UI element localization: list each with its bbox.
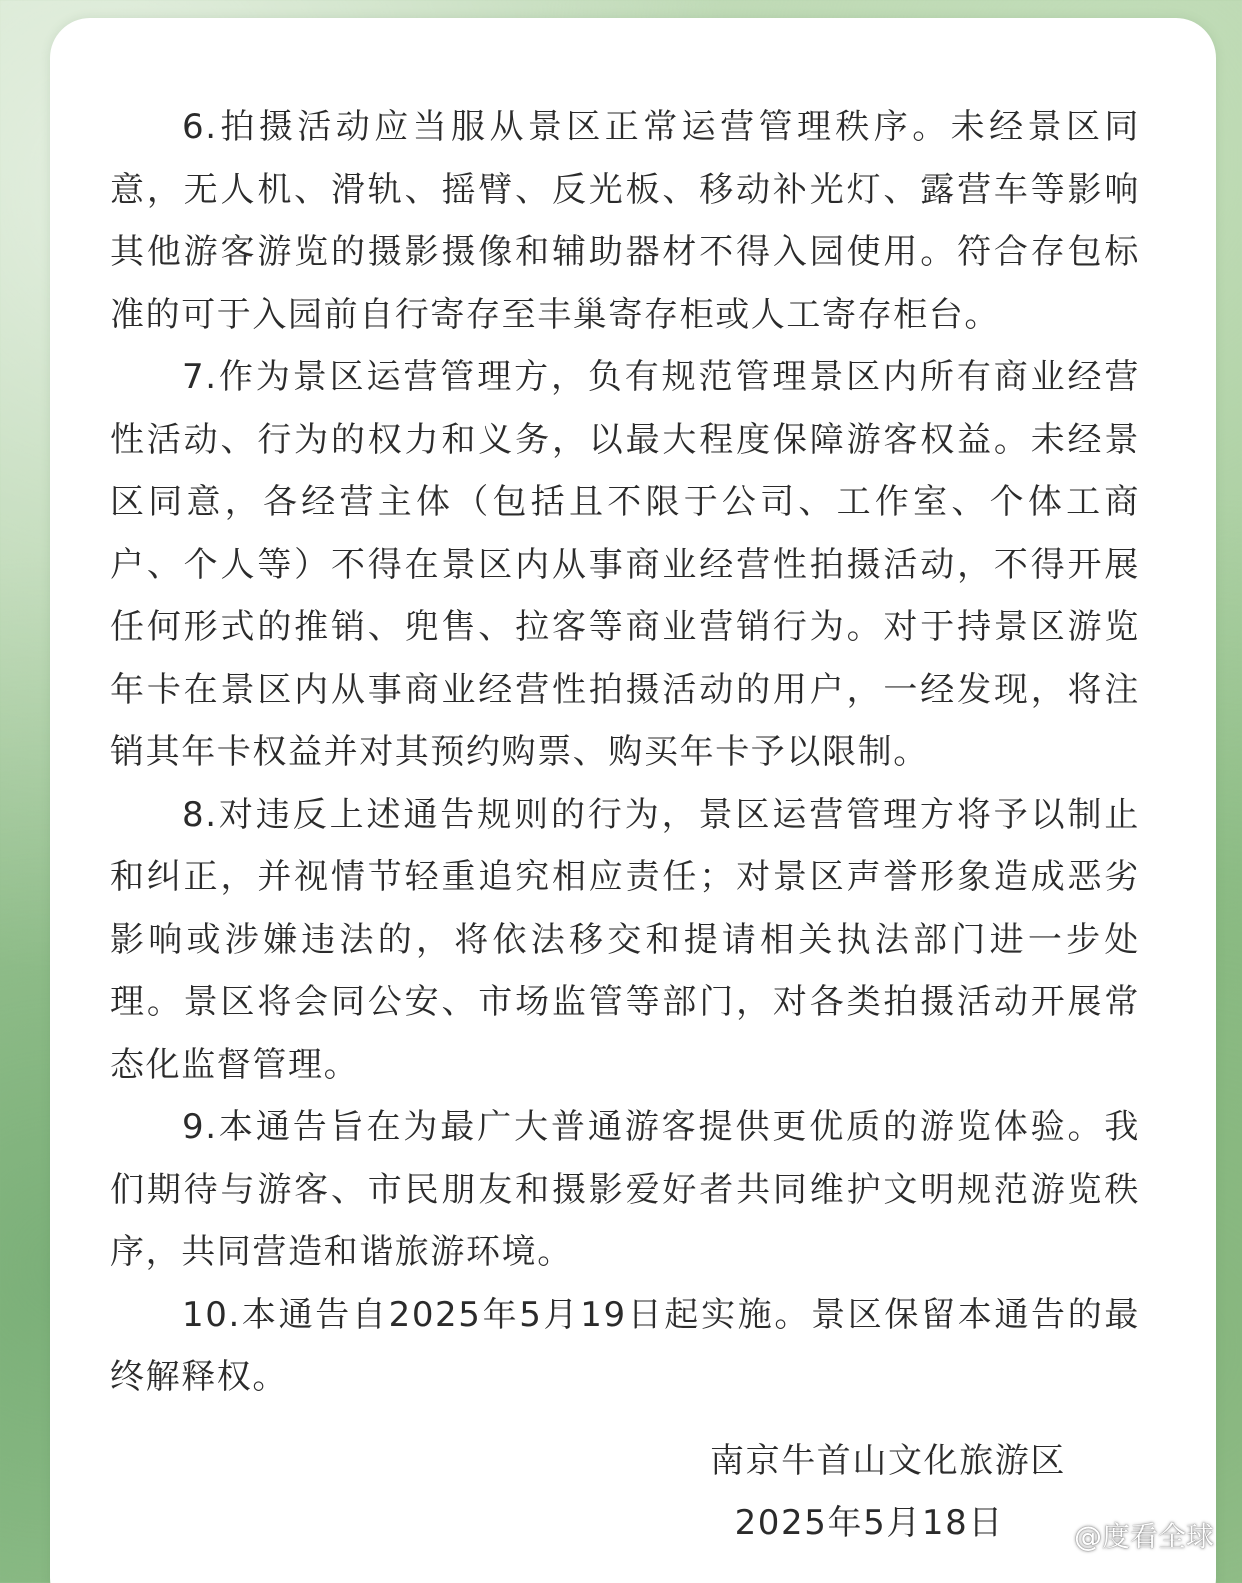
signature-block bbox=[0, 1430, 1066, 1554]
issuing-organization: 南京牛首山文化旅游区 bbox=[710, 1441, 1066, 1481]
notice-body bbox=[110, 96, 1140, 1409]
notice-paragraph-6: 6.拍摄活动应当服从景区正常运营管理秩序。未经景区同意，无人机、滑轨、摇臂、反光板、移动补光灯、露营车等影响其他游客游览的摄影摄像和辅助器材不得入园使用。符合存包标准的可于入园前自行寄存至丰巢寄存柜或人工寄存柜台。 bbox=[110, 107, 1140, 335]
issue-date: 2025年5月18日 bbox=[734, 1503, 1004, 1543]
notice-paragraph-10: 10.本通告自2025年5月19日起实施。景区保留本通告的最终解释权。 bbox=[110, 1294, 1140, 1397]
watermark bbox=[1034, 1515, 1214, 1555]
notice-paragraph-7: 7.作为景区运营管理方，负有规范管理景区内所有商业经营性活动、行为的权力和义务，以最大程度保障游客权益。未经景区同意，各经营主体（包括且不限于公司、工作室、个体工商户、个人等）不得在景区内从事商业经营性拍摄活动，不得开展任何形式的推销、兜售、拉客等商业营销行为。对于持景区游览年卡在景区内从事商业经营性拍摄活动的用户，一经发现，将注销其年卡权益并对其预约购票、购买年卡予以限制。 bbox=[110, 357, 1140, 772]
watermark-text: @度看全球 bbox=[1073, 1520, 1214, 1553]
notice-paragraph-9: 9.本通告旨在为最广大普通游客提供更优质的游览体验。我们期待与游客、市民朋友和摄影爱好者共同维护文明规范游览秩序，共同营造和谐旅游环境。 bbox=[110, 1107, 1140, 1272]
weibo-logo-icon bbox=[1034, 1522, 1068, 1548]
notice-paragraph-8: 8.对违反上述通告规则的行为，景区运营管理方将予以制止和纠正，并视情节轻重追究相应责任；对景区声誉形象造成恶劣影响或涉嫌违法的，将依法移交和提请相关执法部门进一步处理。景区将会同公安、市场监管等部门，对各类拍摄活动开展常态化监督管理。 bbox=[110, 794, 1140, 1085]
